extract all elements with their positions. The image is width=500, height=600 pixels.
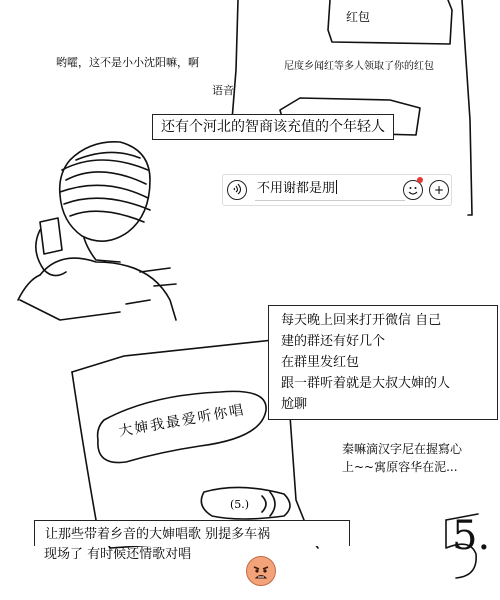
caption-bottom-line2: 现场了 有时候还情歌对唱 xyxy=(44,547,192,562)
notification-dot xyxy=(417,177,423,183)
voice-icon[interactable] xyxy=(227,180,247,200)
angry-face-icon xyxy=(246,556,276,586)
message-input[interactable] xyxy=(255,178,405,201)
caption-bottom-line1: 让那些带着乡音的大婶唱歌 别提多车祸 xyxy=(45,527,271,542)
text-caret xyxy=(336,180,337,194)
caption-top: 还有个河北的智商该充值的个年轻人 xyxy=(152,114,394,140)
caption-middle-line: 跟一群听着就是大叔大婶的人 xyxy=(281,376,451,391)
caption-bottom xyxy=(34,520,350,546)
hongbao-label: 红包 xyxy=(346,10,371,24)
caption-middle-line: 尬聊 xyxy=(281,397,308,412)
caption-middle-line: 在群里发红包 xyxy=(281,355,360,370)
voice-bubble-text: (5.) xyxy=(230,498,250,511)
red-packet-notice: 尼度乡闻红等多人领取了你的红包 xyxy=(284,61,434,72)
voice-label: 语音 xyxy=(212,84,234,97)
greeting-line: 哟嚯，这不是小小沈阳嘛，啊 xyxy=(56,56,199,69)
caption-middle xyxy=(268,305,498,420)
right-note-line2: 上~~寓原容华在泥... xyxy=(342,460,458,474)
message-text: 不用谢都是朋 xyxy=(257,181,336,196)
page-number: 5. xyxy=(452,513,491,559)
right-note-line1: 秦嘛滴汉字尼在握寫心 xyxy=(342,442,463,456)
plus-icon[interactable]: + xyxy=(429,180,449,200)
caption-middle-line: 每天晚上回来打开微信 自己 xyxy=(281,313,442,328)
caption-middle-line: 建的群还有好几个 xyxy=(281,334,386,349)
emoji-icon[interactable] xyxy=(403,180,423,200)
chat-input-bar xyxy=(222,174,452,206)
speech-bubble-text: 大婶我最爱听你唱 xyxy=(117,402,247,440)
